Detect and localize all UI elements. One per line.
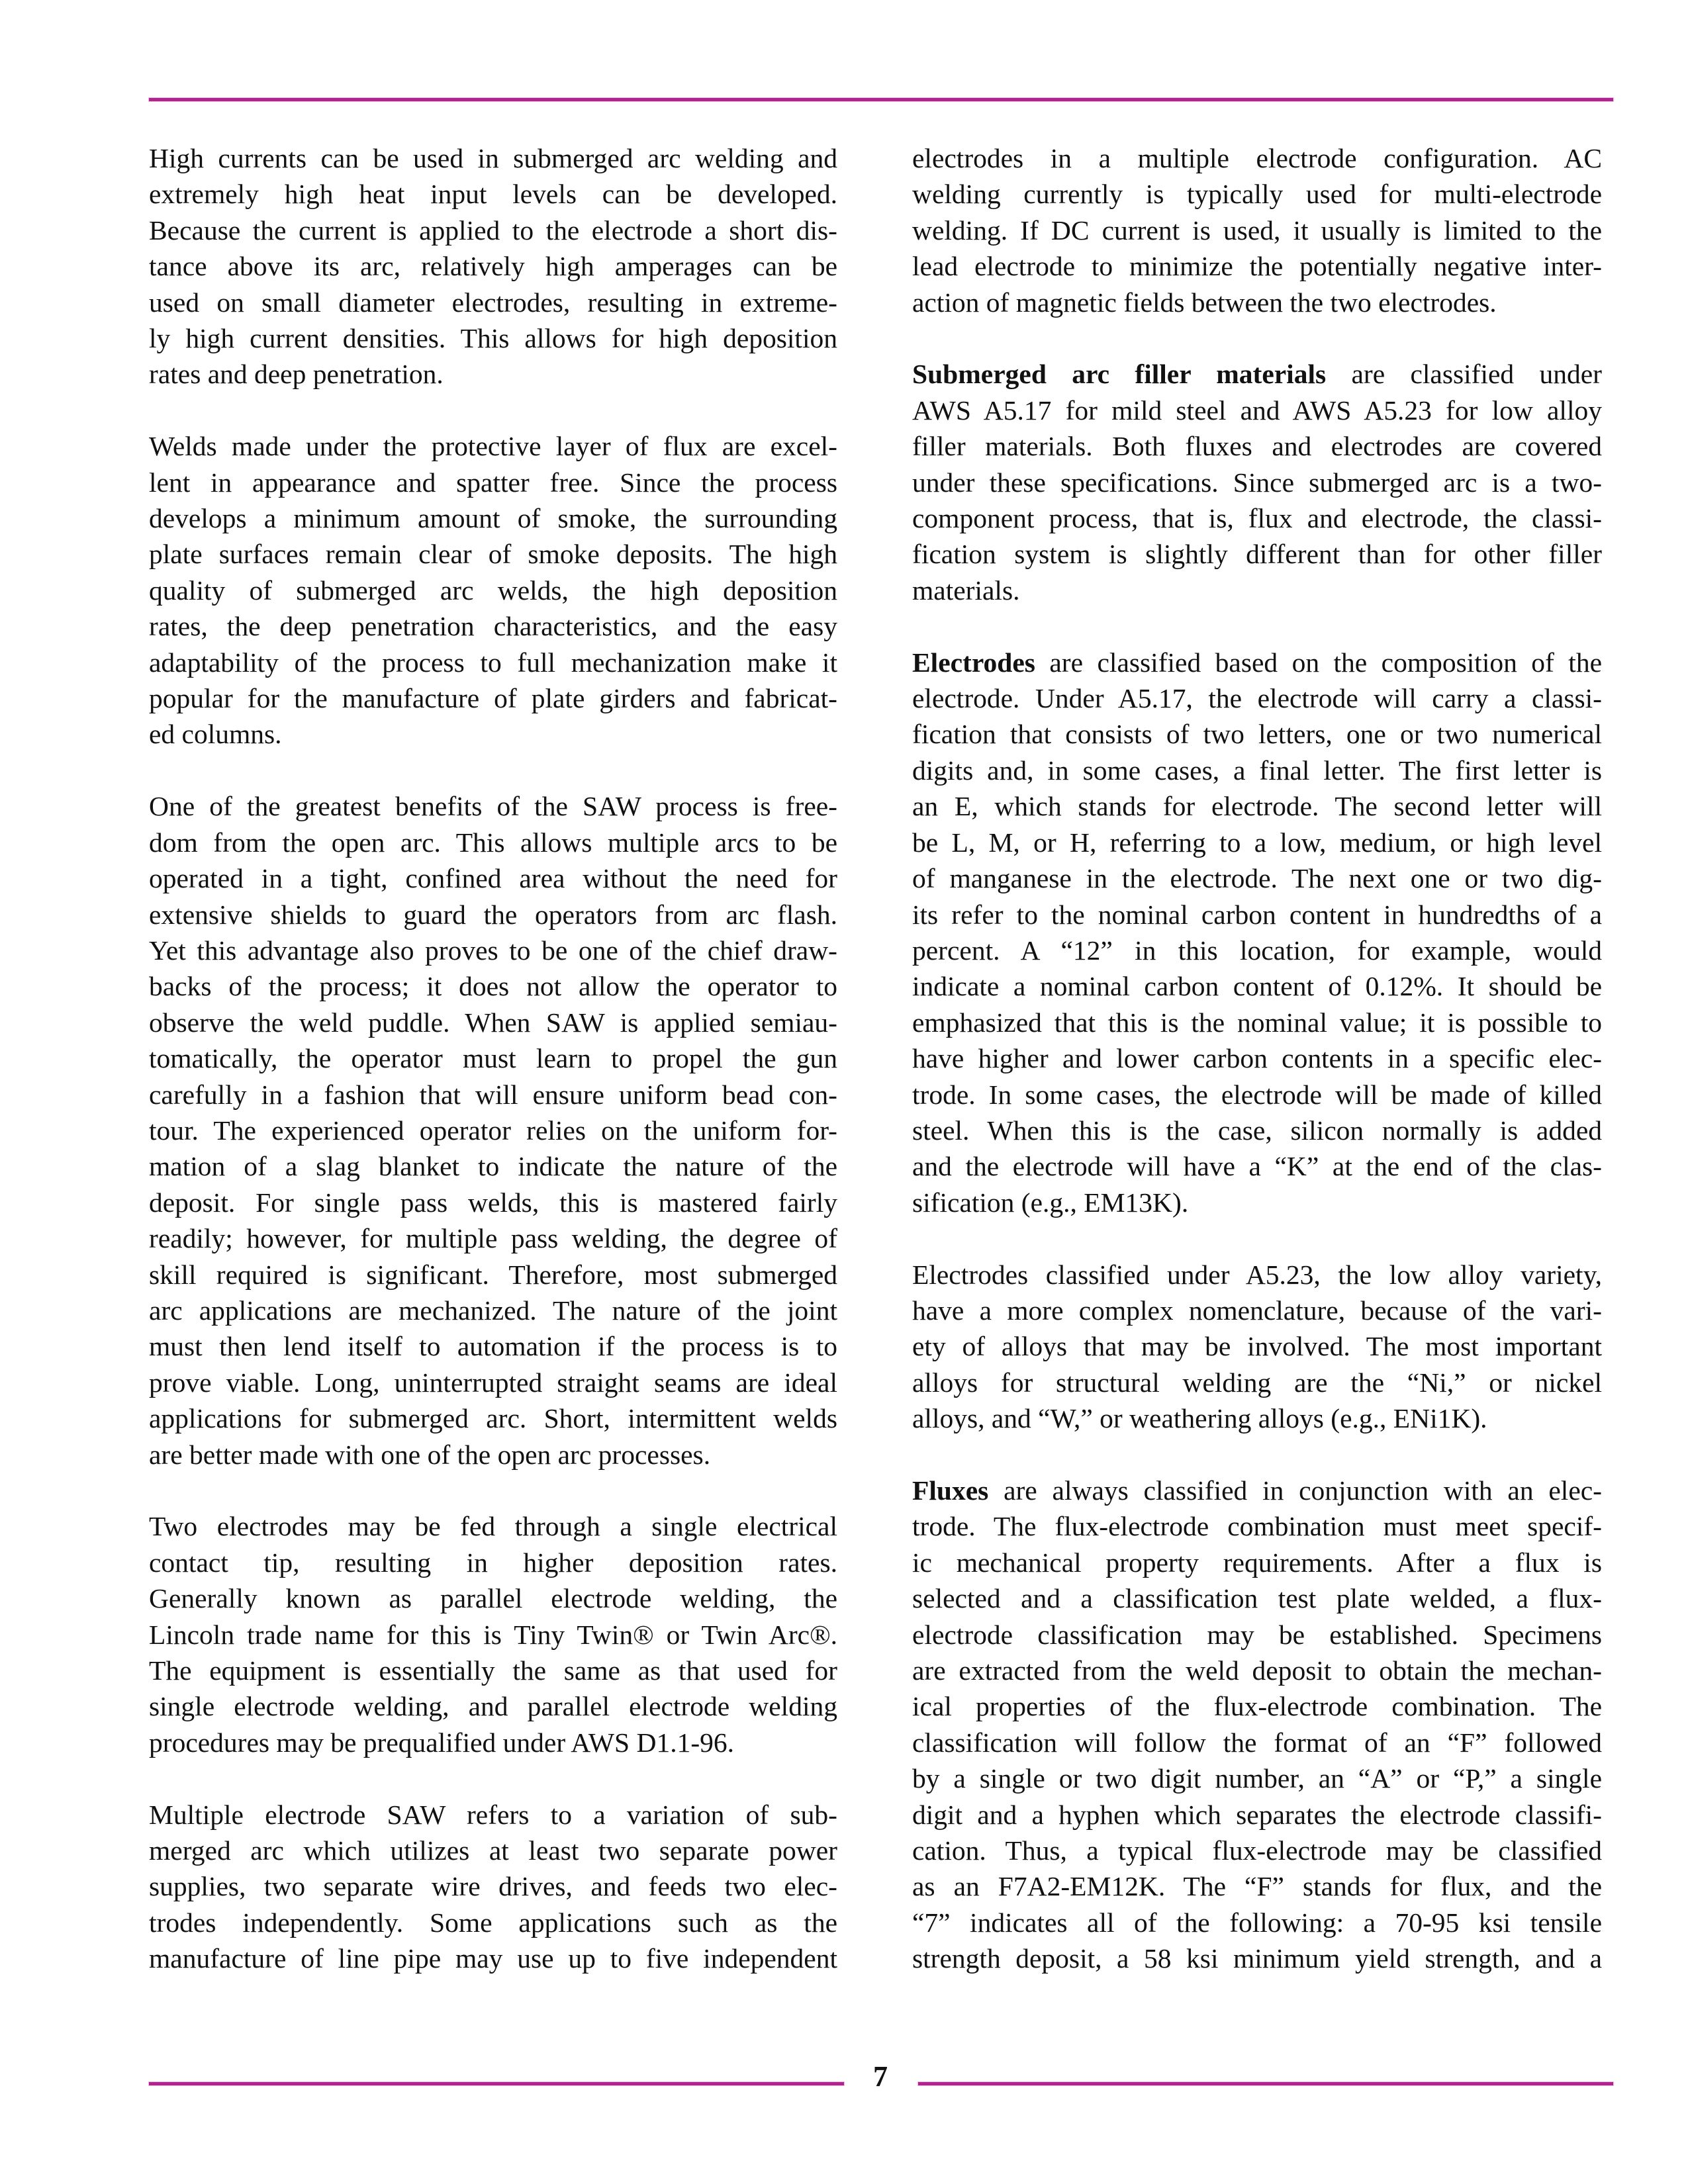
- text-line: [912, 536, 1602, 572]
- text-line-content: ly high current densities. This allows for high deposition: [149, 323, 837, 354]
- paragraph: [912, 356, 1602, 608]
- text-line: [912, 1473, 1602, 1508]
- text-line: [912, 1005, 1602, 1040]
- text-line-content: are classified under: [1326, 359, 1602, 390]
- text-line-content: percent. A “12” in this location, for example, would: [912, 934, 1602, 966]
- text-line: [149, 572, 837, 608]
- text-line-content: arc applications are mechanized. The nature of the joint: [149, 1295, 837, 1326]
- text-line-content: must then lend itself to automation if the process is to: [149, 1331, 837, 1362]
- text-line-content: steel. When this is the case, silicon normally is added: [912, 1115, 1602, 1146]
- text-line: [912, 1617, 1602, 1653]
- text-line-content: lead electrode to minimize the potentially negative inter-: [912, 251, 1602, 282]
- text-line: [912, 1833, 1602, 1868]
- text-line-content: indicate a nominal carbon content of 0.12%. It should be: [912, 971, 1602, 1002]
- text-line: [149, 860, 837, 896]
- text-line: [149, 356, 837, 392]
- text-line: [149, 465, 837, 500]
- text-line: [912, 1545, 1602, 1580]
- text-line: [912, 1688, 1602, 1724]
- text-line: [912, 1940, 1602, 1976]
- paragraph: [149, 140, 837, 392]
- text-line-content: manufacture of line pipe may use up to five independent: [149, 1943, 837, 1974]
- text-line: [912, 968, 1602, 1004]
- text-line-content: tour. The experienced operator relies on the uniform for-: [149, 1115, 837, 1146]
- text-line: [149, 248, 837, 284]
- text-line: [149, 1868, 837, 1904]
- text-line: [149, 1688, 837, 1724]
- text-line-content: are classified based on the composition of the: [1035, 647, 1602, 678]
- paragraph-lead-heading: Fluxes: [912, 1475, 989, 1506]
- paragraph: [149, 1508, 837, 1760]
- text-line-content: used on small diameter electrodes, resulting in extreme-: [149, 287, 837, 318]
- text-line-content: operated in a tight, confined area without the need for: [149, 863, 837, 894]
- text-line-content: ety of alloys that may be involved. The most important: [912, 1331, 1602, 1362]
- text-line-content: skill required is significant. Therefore, most submerged: [149, 1259, 837, 1290]
- text-line-content: supplies, two separate wire drives, and feeds two elec-: [149, 1871, 837, 1902]
- text-line: [912, 933, 1602, 968]
- text-line-content: rates and deep penetration.: [149, 359, 444, 390]
- text-line: [149, 1400, 837, 1436]
- text-line: [912, 825, 1602, 860]
- text-line: [149, 788, 837, 824]
- text-line-content: are extracted from the weld deposit to obtain the mechan-: [912, 1655, 1602, 1686]
- text-line: [149, 645, 837, 680]
- text-line: [912, 1905, 1602, 1940]
- text-line: [149, 1328, 837, 1364]
- text-line-content: electrode classification may be established. Specimens: [912, 1619, 1602, 1650]
- text-line: [912, 680, 1602, 716]
- text-line: [912, 1508, 1602, 1544]
- text-line: [912, 1653, 1602, 1688]
- text-line-content: have higher and lower carbon contents in a specific elec-: [912, 1043, 1602, 1074]
- text-line-content: quality of submerged arc welds, the high deposition: [149, 574, 837, 606]
- text-line: [912, 1580, 1602, 1616]
- text-line-content: mation of a slag blanket to indicate the nature of the: [149, 1151, 837, 1182]
- text-line: [149, 825, 837, 860]
- text-line-content: observe the weld puddle. When SAW is applied semiau-: [149, 1007, 837, 1038]
- text-line-content: AWS A5.17 for mild steel and AWS A5.23 for low alloy: [912, 394, 1602, 426]
- text-line-content: Lincoln trade name for this is Tiny Twin® or Twin Arc®.: [149, 1619, 837, 1650]
- text-line-content: contact tip, resulting in higher deposition rates.: [149, 1547, 837, 1578]
- text-line-content: Two electrodes may be fed through a single electrical: [149, 1511, 837, 1542]
- text-line: [149, 500, 837, 536]
- paragraph: [912, 140, 1602, 320]
- text-line-content: an E, which stands for electrode. The second letter will: [912, 791, 1602, 822]
- text-line: [149, 1113, 837, 1148]
- text-line-content: One of the greatest benefits of the SAW process is free-: [149, 791, 837, 822]
- text-line: [149, 1653, 837, 1688]
- text-line-content: welding currently is typically used for multi-electrode: [912, 179, 1602, 210]
- text-line-content: action of magnetic fields between the two electrodes.: [912, 287, 1497, 318]
- text-line-content: dom from the open arc. This allows multiple arcs to be: [149, 827, 837, 858]
- text-line: [912, 140, 1602, 176]
- text-line: [149, 897, 837, 933]
- text-line-content: ic mechanical property requirements. After a flux is: [912, 1547, 1602, 1578]
- text-line-content: as an F7A2-EM12K. The “F” stands for flux, and the: [912, 1871, 1602, 1902]
- text-line-content: trode. In some cases, the electrode will be made of killed: [912, 1079, 1602, 1110]
- text-line: [912, 572, 1602, 608]
- text-line: [149, 1580, 837, 1616]
- text-line-content: emphasized that this is the nominal value; it is possible to: [912, 1007, 1602, 1038]
- text-line: [912, 248, 1602, 284]
- text-line: [912, 788, 1602, 824]
- text-line: [149, 428, 837, 464]
- text-line: [912, 1040, 1602, 1076]
- text-line: [149, 1833, 837, 1868]
- text-line: [149, 1797, 837, 1833]
- text-line-content: its refer to the nominal carbon content in hundredths of a: [912, 899, 1602, 930]
- text-line: [149, 320, 837, 356]
- text-line-content: are better made with one of the open arc processes.: [149, 1439, 711, 1470]
- text-line: [912, 716, 1602, 752]
- text-line-content: backs of the process; it does not allow the operator to: [149, 971, 837, 1002]
- text-line-content: popular for the manufacture of plate girders and fabricat-: [149, 683, 837, 714]
- text-line-content: single electrode welding, and parallel electrode welding: [149, 1691, 837, 1722]
- text-line-content: extremely high heat input levels can be developed.: [149, 179, 837, 210]
- text-line: [149, 680, 837, 716]
- header-rule: [149, 98, 1613, 101]
- text-line-content: filler materials. Both fluxes and electrodes are covered: [912, 431, 1602, 462]
- text-line-content: prove viable. Long, uninterrupted straight seams are ideal: [149, 1367, 837, 1398]
- text-line-content: Multiple electrode SAW refers to a variation of sub-: [149, 1799, 837, 1830]
- text-line: [149, 1508, 837, 1544]
- text-line-content: alloys, and “W,” or weathering alloys (e.g., ENi1K).: [912, 1403, 1487, 1434]
- text-line-content: tance above its arc, relatively high amperages can be: [149, 251, 837, 282]
- left-column: [149, 140, 837, 2013]
- text-line: [149, 1077, 837, 1113]
- text-line-content: fication that consists of two letters, one or two numerical: [912, 719, 1602, 750]
- text-line-content: Electrodes classified under A5.23, the low alloy variety,: [912, 1259, 1602, 1290]
- text-line-content: be L, M, or H, referring to a low, medium, or high level: [912, 827, 1602, 858]
- text-line-content: develops a minimum amount of smoke, the surrounding: [149, 503, 837, 534]
- text-line: [149, 608, 837, 644]
- text-line: [912, 465, 1602, 500]
- text-line-content: plate surfaces remain clear of smoke deposits. The high: [149, 539, 837, 570]
- paragraph: [149, 788, 837, 1473]
- text-line-content: trode. The flux-electrode combination must meet specif-: [912, 1511, 1602, 1542]
- text-line: [149, 1257, 837, 1293]
- text-line-content: classification will follow the format of an “F” followed: [912, 1727, 1602, 1758]
- text-line: [149, 140, 837, 176]
- text-line-content: Yet this advantage also proves to be one of the chief draw-: [149, 934, 837, 966]
- text-line: [912, 428, 1602, 464]
- text-line: [912, 1365, 1602, 1400]
- text-line: [149, 1545, 837, 1580]
- text-line-content: by a single or two digit number, an “A” or “P,” a single: [912, 1763, 1602, 1794]
- paragraph: [149, 428, 837, 752]
- text-line: [149, 968, 837, 1004]
- text-line: [149, 176, 837, 212]
- text-line-content: component process, that is, flux and electrode, the classi-: [912, 503, 1602, 534]
- text-line: [912, 1257, 1602, 1293]
- text-line: [149, 212, 837, 248]
- text-line-content: “7” indicates all of the following: a 70-95 ksi tensile: [912, 1907, 1602, 1938]
- text-line-content: carefully in a fashion that will ensure uniform bead con-: [149, 1079, 837, 1110]
- text-line-content: materials.: [912, 574, 1020, 606]
- text-line: [912, 500, 1602, 536]
- text-line: [149, 1940, 837, 1976]
- text-line: [149, 1220, 837, 1256]
- text-line: [912, 1148, 1602, 1184]
- paragraph-lead-heading: Electrodes: [912, 647, 1035, 678]
- text-line: [912, 1760, 1602, 1796]
- text-line: [149, 1905, 837, 1940]
- text-line-content: ical properties of the flux-electrode combination. The: [912, 1691, 1602, 1722]
- paragraph-lead-heading: Submerged arc filler materials: [912, 359, 1327, 390]
- text-line: [149, 1005, 837, 1040]
- text-line-content: High currents can be used in submerged arc welding and: [149, 143, 837, 173]
- text-line: [912, 752, 1602, 788]
- text-line-content: The equipment is essentially the same as that used for: [149, 1655, 837, 1686]
- text-line-content: sification (e.g., EM13K).: [912, 1187, 1189, 1218]
- text-line-content: strength deposit, a 58 ksi minimum yield strength, and a: [912, 1943, 1602, 1974]
- text-line-content: of manganese in the electrode. The next one or two dig-: [912, 863, 1602, 894]
- paragraph: [912, 645, 1602, 1221]
- text-line: [912, 1077, 1602, 1113]
- text-line: [149, 933, 837, 968]
- text-line-content: digits and, in some cases, a final letter. The first letter is: [912, 754, 1602, 786]
- text-line: [912, 897, 1602, 933]
- text-line: [912, 1185, 1602, 1220]
- footer-rule-left: [149, 2082, 844, 2085]
- text-line: [912, 176, 1602, 212]
- text-line: [912, 1328, 1602, 1364]
- text-line: [149, 1437, 837, 1473]
- text-line-content: under these specifications. Since submerged arc is a two-: [912, 467, 1602, 498]
- text-line-content: tomatically, the operator must learn to propel the gun: [149, 1043, 837, 1074]
- text-line-content: electrode. Under A5.17, the electrode will carry a classi-: [912, 683, 1602, 714]
- text-line: [912, 860, 1602, 896]
- text-line: [912, 285, 1602, 320]
- text-line-content: electrodes in a multiple electrode configuration. AC: [912, 143, 1602, 173]
- text-line: [149, 285, 837, 320]
- text-line-content: have a more complex nomenclature, because of the vari-: [912, 1295, 1602, 1326]
- text-line-content: applications for submerged arc. Short, intermittent welds: [149, 1403, 837, 1434]
- text-line: [149, 1148, 837, 1184]
- paragraph: [149, 1797, 837, 1977]
- text-line-content: alloys for structural welding are the “Ni,” or nickel: [912, 1367, 1602, 1398]
- text-line: [912, 1293, 1602, 1328]
- text-line: [149, 1293, 837, 1328]
- text-line-content: extensive shields to guard the operators from arc flash.: [149, 899, 837, 930]
- text-line-content: welding. If DC current is used, it usually is limited to the: [912, 214, 1602, 246]
- text-line: [149, 1185, 837, 1220]
- text-line: [149, 1365, 837, 1400]
- paragraph: [912, 1257, 1602, 1437]
- text-line: [149, 1725, 837, 1760]
- text-line: [912, 1725, 1602, 1760]
- text-line-content: Because the current is applied to the electrode a short dis-: [149, 214, 837, 246]
- text-line-content: digit and a hyphen which separates the electrode classifi-: [912, 1799, 1602, 1830]
- text-line-content: cation. Thus, a typical flux-electrode may be classified: [912, 1835, 1602, 1866]
- text-line-content: readily; however, for multiple pass welding, the degree of: [149, 1223, 837, 1254]
- text-line: [149, 1040, 837, 1076]
- text-line: [149, 536, 837, 572]
- text-line-content: Generally known as parallel electrode welding, the: [149, 1583, 837, 1614]
- page-number: 7: [873, 2060, 888, 2093]
- text-line-content: selected and a classification test plate welded, a flux-: [912, 1583, 1602, 1614]
- text-line-content: Welds made under the protective layer of flux are excel-: [149, 431, 837, 462]
- text-line-content: procedures may be prequalified under AWS D1.1-96.: [149, 1727, 735, 1758]
- text-line-content: ed columns.: [149, 719, 282, 750]
- text-line: [149, 1617, 837, 1653]
- right-column: [912, 140, 1602, 2013]
- text-line-content: and the electrode will have a “K” at the end of the clas-: [912, 1151, 1602, 1182]
- footer-rule-right: [918, 2082, 1613, 2085]
- text-line-content: lent in appearance and spatter free. Since the process: [149, 467, 837, 498]
- text-line-content: rates, the deep penetration characteristics, and the easy: [149, 611, 837, 642]
- text-line: [912, 1868, 1602, 1904]
- text-line: [912, 356, 1602, 392]
- text-line-content: deposit. For single pass welds, this is mastered fairly: [149, 1187, 837, 1218]
- text-line-content: fication system is slightly different than for other filler: [912, 539, 1602, 570]
- text-line-content: merged arc which utilizes at least two separate power: [149, 1835, 837, 1866]
- paragraph: [912, 1473, 1602, 1977]
- text-line: [912, 1113, 1602, 1148]
- text-line: [912, 392, 1602, 428]
- text-line: [912, 212, 1602, 248]
- text-line: [912, 1400, 1602, 1436]
- text-line-content: trodes independently. Some applications such as the: [149, 1907, 837, 1938]
- text-line: [149, 716, 837, 752]
- text-line: [912, 1797, 1602, 1833]
- text-line-content: adaptability of the process to full mechanization make it: [149, 647, 837, 678]
- text-line: [912, 645, 1602, 680]
- text-line-content: are always classified in conjunction with an elec-: [988, 1475, 1602, 1506]
